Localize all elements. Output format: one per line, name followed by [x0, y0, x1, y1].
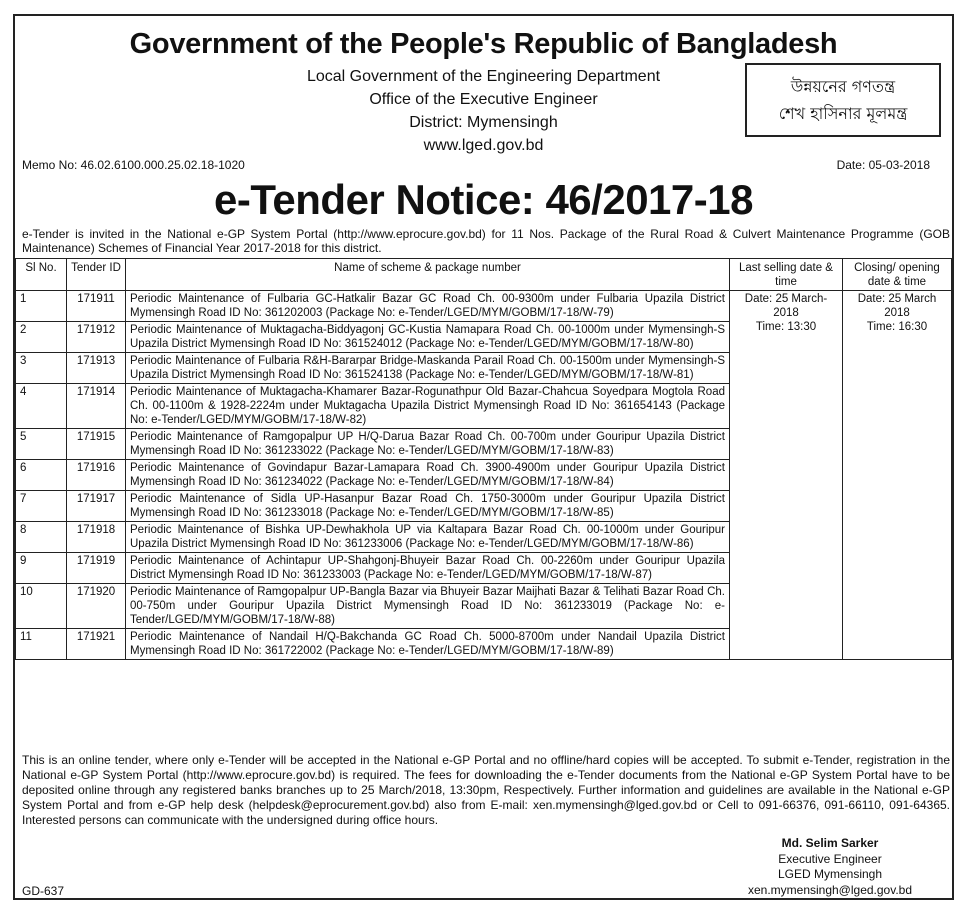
row-tender-id: 171914	[67, 384, 126, 429]
row-scheme-name: Periodic Maintenance of Muktagacha-Khamarer Bazar-Rogunathpur Old Bazar-Chahcua Soyedpara Mogtola Road Ch. 00-1100m & 1928-2224m under Muktagacha Upazila District Mymensingh Road ID No: 361654143 (Package No: e-Tender/LGED/MYM/GOBM/17-18/W-82)	[126, 384, 730, 429]
row-scheme-name: Periodic Maintenance of Fulbaria R&H-Bararpar Bridge-Maskanda Parail Road Ch. 00-1500m under Mymensingh-S Upazila District Mymensingh Road ID No: 361524138 (Package No: e-Tender/LGED/MYM/GOBM/17-18/W-81)	[126, 353, 730, 384]
signer-name: Md. Selim Sarker	[781, 836, 879, 850]
row-scheme-name: Periodic Maintenance of Bishka UP-Dewhakhola UP via Kaltapara Bazar Road Ch. 00-1000m under Gouripur Upazila District Mymensingh Road ID No: 361233006 (Package No: e-Tender/LGED/MYM/GOBM/17-18/W-86)	[126, 522, 730, 553]
government-title: Government of the People's Republic of Bangladesh	[129, 28, 838, 60]
header-name: Name of scheme & package number	[126, 259, 730, 291]
gd-number: GD-637	[22, 884, 65, 898]
department-line: Local Government of the Engineering Department	[306, 68, 661, 85]
row-scheme-name: Periodic Maintenance of Nandail H/Q-Bakchanda GC Road Ch. 5000-8700m under Nandail Upazila District Mymensingh Road ID No: 361722002 (Package No: e-Tender/LGED/MYM/GOBM/17-18/W-89)	[126, 629, 730, 660]
row-sl: 1	[16, 291, 67, 322]
row-tender-id: 171916	[67, 460, 126, 491]
memo-number: Memo No: 46.02.6100.000.25.02.18-1020	[22, 158, 245, 172]
row-sl: 2	[16, 322, 67, 353]
row-sl: 10	[16, 584, 67, 629]
row-tender-id: 171920	[67, 584, 126, 629]
row-sl: 7	[16, 491, 67, 522]
district-line: District: Mymensingh	[409, 114, 558, 131]
last-selling-time: Time: 13:30	[755, 321, 817, 333]
row-sl: 3	[16, 353, 67, 384]
row-sl: 8	[16, 522, 67, 553]
row-sl: 6	[16, 460, 67, 491]
notice-date: Date: 05-03-2018	[836, 158, 930, 172]
row-scheme-name: Periodic Maintenance of Govindapur Bazar-Lamapara Road Ch. 3900-4900m under Gouripur Upazila District Mymensingh Road ID No: 361234022 (Package No: e-Tender/LGED/MYM/GOBM/17-18/W-84)	[126, 460, 730, 491]
row-scheme-name: Periodic Maintenance of Ramgopalpur UP-Bangla Bazar via Bhuyeir Bazar Maijhati Bazar & Telihati Bazar Road Ch. 00-750m under Gouripur Upazila District Mymensingh Road ID No: 361233019 (Package No: e-Tender/LGED/MYM/GOBM/17-18/W-88)	[126, 584, 730, 629]
row-scheme-name: Periodic Maintenance of Fulbaria GC-Hatkalir Bazar GC Road Ch. 00-9300m under Fulbaria Upazila District Mymensingh Road ID No: 361202003 (Package No: e-Tender/LGED/MYM/GOBM/17-18/W-79)	[126, 291, 730, 322]
row-tender-id: 171911	[67, 291, 126, 322]
row-tender-id: 171921	[67, 629, 126, 660]
signer-email: xen.mymensingh@lged.gov.bd	[747, 882, 913, 897]
row-scheme-name: Periodic Maintenance of Ramgopalpur UP H/Q-Darua Bazar Road Ch. 00-700m under Gouripur Upazila District Mymensingh Road ID No: 361233022 (Package No: e-Tender/LGED/MYM/GOBM/17-18/W-83)	[126, 429, 730, 460]
row-sl: 9	[16, 553, 67, 584]
website-line: www.lged.gov.bd	[423, 137, 544, 154]
slogan-box	[745, 63, 941, 137]
table-row	[16, 291, 952, 322]
header-tender-id: Tender ID	[67, 259, 126, 291]
footer-paragraph: This is an online tender, where only e-Tender will be accepted in the National e-GP Portal and no offline/hard copies will be accepted. To submit e-Tender, registration in the National e-GP System Portal (http://www.eprocure.gov.bd) is required. The fees for downloading the e-Tender documents from the National e-GP System Portal have to be deposited online through any registered banks branches up to 25 March/2018, 13:30pm, Respectively. Further information and guidelines are available in the National e-GP System Portal and from e-GP help desk (helpdesk@eprocurement.gov.bd) also from E-mail: xen.mymensingh@lged.gov.bd or Cell to 091-66376, 091-66110, 091-64365. Interested persons can communicate with the undersigned during office hours.	[22, 753, 950, 827]
header-sl: Sl No.	[16, 259, 67, 291]
last-selling-cell	[730, 291, 843, 660]
closing-date: Date: 25 March 2018	[857, 293, 937, 319]
intro-paragraph: e-Tender is invited in the National e-GP System Portal (http://www.eprocure.gov.bd) for 11 Nos. Package of the Rural Road & Culvert Maintenance Programme (GOB Maintenance) Schemes of Financial Year 2017-2018 for this district.	[22, 227, 950, 255]
last-selling-date: Date: 25 March-2018	[744, 293, 828, 319]
header-closing: Closing/ opening date & time	[843, 259, 952, 291]
header-last-selling: Last selling date & time	[730, 259, 843, 291]
office-line: Office of the Executive Engineer	[369, 91, 598, 108]
closing-time: Time: 16:30	[866, 321, 928, 333]
tender-notice-page	[13, 14, 954, 900]
row-scheme-name: Periodic Maintenance of Achintapur UP-Shahgonj-Bhuyeir Bazar Road Ch. 00-2260m under Gouripur Upazila District Mymensingh Road ID No: 361233003 (Package No: e-Tender/LGED/MYM/GOBM/17-18/W-87)	[126, 553, 730, 584]
table-header-row	[16, 259, 952, 291]
signature-block	[715, 836, 945, 898]
row-tender-id: 171919	[67, 553, 126, 584]
closing-cell	[843, 291, 952, 660]
slogan-line-2: শেখ হাসিনার মূলমন্ত্র	[778, 104, 908, 123]
row-scheme-name: Periodic Maintenance of Sidla UP-Hasanpur Bazar Road Ch. 1750-3000m under Gouripur Upazila District Mymensingh Road ID No: 361233018 (Package No: e-Tender/LGED/MYM/GOBM/17-18/W-85)	[126, 491, 730, 522]
row-tender-id: 171918	[67, 522, 126, 553]
row-tender-id: 171913	[67, 353, 126, 384]
tender-table	[15, 258, 952, 660]
row-sl: 5	[16, 429, 67, 460]
row-tender-id: 171912	[67, 322, 126, 353]
row-tender-id: 171915	[67, 429, 126, 460]
signer-designation: Executive Engineer	[778, 851, 882, 866]
row-sl: 11	[16, 629, 67, 660]
row-tender-id: 171917	[67, 491, 126, 522]
notice-title: e-Tender Notice: 46/2017-18	[214, 176, 753, 223]
row-sl: 4	[16, 384, 67, 429]
row-scheme-name: Periodic Maintenance of Muktagacha-Biddyagonj GC-Kustia Namapara Road Ch. 00-1000m under Mymensingh-S Upazila District Mymensingh Road ID No: 361524012 (Package No: e-Tender/LGED/MYM/GOBM/17-18/W-80)	[126, 322, 730, 353]
slogan-line-1: উন্নয়নের গণতন্ত্র	[790, 77, 896, 96]
signer-office: LGED Mymensingh	[777, 867, 883, 881]
